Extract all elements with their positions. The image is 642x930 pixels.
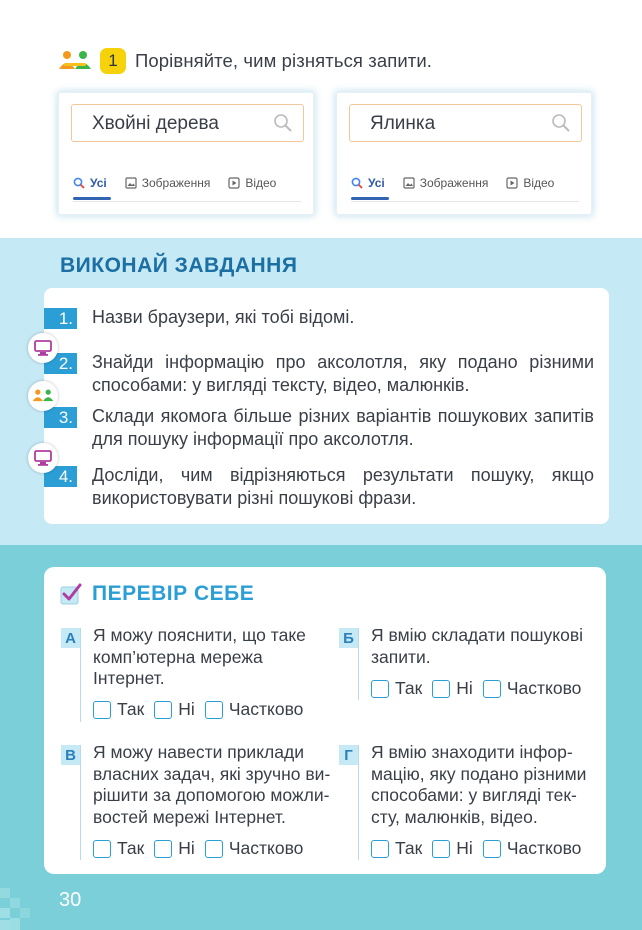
checkbox[interactable] [93, 840, 111, 858]
question-text: Я вмію складати пошукові запити. [371, 625, 584, 667]
checkbox[interactable] [93, 701, 111, 719]
answer-partially[interactable]: Частково [205, 699, 304, 720]
video-icon [228, 177, 240, 189]
tab-images[interactable]: Зображення [125, 172, 211, 194]
task-item-2 [44, 353, 594, 397]
tab-all[interactable]: Усі [73, 172, 107, 194]
task-text: Назви браузери, які тобі відомі. [92, 307, 355, 327]
checkbox[interactable] [371, 840, 389, 858]
exercise-number-badge: 1 [100, 48, 126, 74]
search-color-icon [351, 177, 363, 189]
question-text: Я можу навести приклади власних задач, які зручно ви- рішити за допомогою можли- востей мережі Інтернет. [93, 742, 331, 827]
tab-all[interactable]: Усі [351, 172, 385, 194]
answer-options [93, 838, 313, 859]
question-divider [80, 628, 81, 722]
checkbox[interactable] [205, 701, 223, 719]
search-query: Хвойні дерева [92, 113, 219, 134]
checkbox[interactable] [205, 840, 223, 858]
task-text: Склади якомога більше різних варіантів пошукових запитів для пошуку інформації про аксолотля. [92, 406, 594, 449]
tab-video[interactable]: Відео [506, 172, 554, 194]
question-letter: Г [339, 745, 358, 765]
pixel-decoration [0, 878, 40, 930]
answer-yes[interactable]: Так [93, 838, 144, 859]
task-item-1 [44, 308, 594, 329]
self-check-title: ПЕРЕВІР СЕБЕ [92, 582, 255, 605]
pair-work-icon [28, 381, 58, 411]
search-input[interactable] [349, 104, 582, 142]
answer-no[interactable]: Ні [154, 699, 195, 720]
checkmark-icon [60, 583, 82, 605]
search-tabs [351, 172, 579, 202]
answer-partially[interactable]: Частково [483, 838, 582, 859]
task-item-4 [44, 466, 594, 510]
search-query: Ялинка [370, 113, 436, 134]
self-check-header [60, 582, 254, 606]
question-letter: А [61, 628, 80, 648]
computer-icon [28, 333, 58, 363]
search-card-2 [336, 92, 592, 215]
answer-options [93, 699, 313, 720]
question-divider [358, 628, 359, 700]
active-tab-indicator [351, 197, 389, 200]
checkbox[interactable] [371, 680, 389, 698]
active-tab-indicator [73, 197, 111, 200]
question-divider [358, 745, 359, 860]
task-number: 2. [44, 353, 77, 374]
task-number: 1. [44, 308, 77, 329]
video-icon [506, 177, 518, 189]
answer-yes[interactable]: Так [371, 838, 422, 859]
task-item-3 [44, 407, 594, 451]
checkbox[interactable] [432, 840, 450, 858]
checkbox[interactable] [154, 840, 172, 858]
image-icon [403, 177, 415, 189]
question-letter: Б [339, 628, 358, 648]
page-number: 30 [59, 889, 82, 911]
answer-options [371, 838, 591, 859]
task-text: Досліди, чим відрізняються результати пошуку, якщо використовувати різні пошукові фрази. [92, 465, 594, 508]
tab-video[interactable]: Відео [228, 172, 276, 194]
answer-no[interactable]: Ні [432, 678, 473, 699]
answer-partially[interactable]: Частково [205, 838, 304, 859]
search-icon[interactable] [273, 113, 293, 133]
checkbox[interactable] [483, 840, 501, 858]
exercise-instruction: Порівняйте, чим різняться запити. [135, 50, 433, 71]
question-letter: В [61, 745, 80, 765]
image-icon [125, 177, 137, 189]
task-number: 4. [44, 466, 77, 487]
question-text: Я вмію знаходити інфор- мацію, яку подано різними способами: у вигляді тек- сту, малюнків, відео. [371, 742, 587, 827]
task-number: 3. [44, 407, 77, 428]
checkbox[interactable] [432, 680, 450, 698]
answer-yes[interactable]: Так [93, 699, 144, 720]
checkbox[interactable] [154, 701, 172, 719]
question-divider [80, 745, 81, 860]
tasks-title: ВИКОНАЙ ЗАВДАННЯ [60, 254, 298, 277]
task-text: Знайди інформацію про аксолотля, яку подано різними способами: у вигляді тексту, відео, малюнків. [92, 352, 594, 395]
computer-icon [28, 443, 58, 473]
search-color-icon [73, 177, 85, 189]
search-card-1 [58, 92, 314, 215]
answer-options [371, 678, 591, 699]
answer-no[interactable]: Ні [432, 838, 473, 859]
search-tabs [73, 172, 301, 202]
answer-partially[interactable]: Частково [483, 678, 582, 699]
search-icon[interactable] [551, 113, 571, 133]
exercise-header [58, 48, 432, 74]
answer-no[interactable]: Ні [154, 838, 195, 859]
checkbox[interactable] [483, 680, 501, 698]
answer-yes[interactable]: Так [371, 678, 422, 699]
question-text: Я можу пояснити, що таке комп’ютерна мережа Інтернет. [93, 625, 306, 688]
search-input[interactable] [71, 104, 304, 142]
pair-work-icon [58, 49, 92, 73]
tab-images[interactable]: Зображення [403, 172, 489, 194]
